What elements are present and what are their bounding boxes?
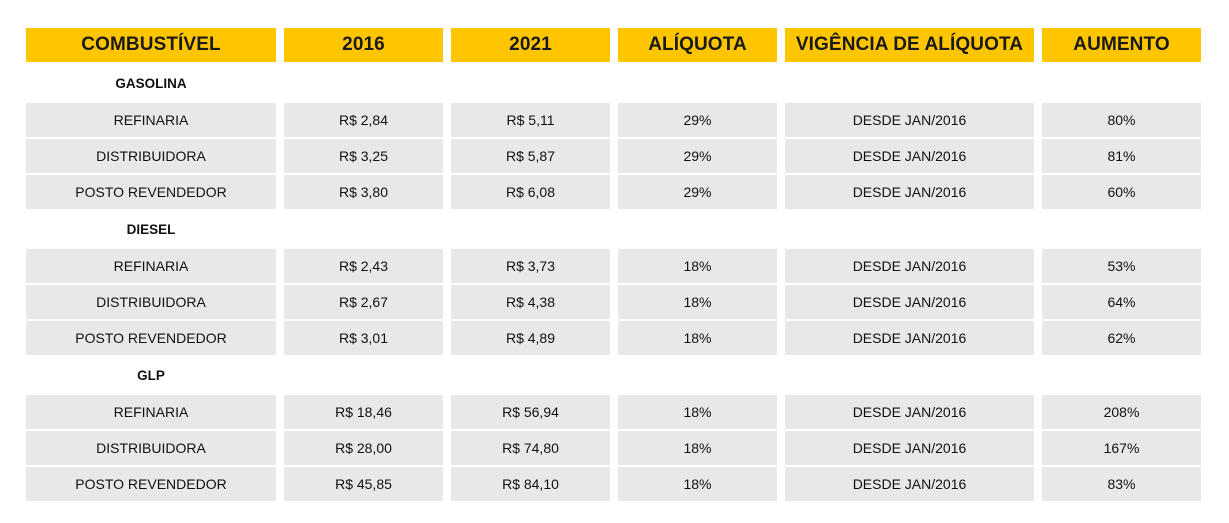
table-row — [26, 431, 1202, 465]
cell-vigencia: DESDE JAN/2016 — [785, 395, 1034, 429]
cell-vigencia: DESDE JAN/2016 — [785, 321, 1034, 355]
cell-vigencia: DESDE JAN/2016 — [785, 103, 1034, 137]
cell-2021: R$ 5,11 — [451, 103, 610, 137]
cell-combustivel: DISTRIBUIDORA — [26, 285, 276, 319]
cell-aliquota: 18% — [618, 431, 777, 465]
cell-aliquota: 29% — [618, 175, 777, 209]
cell-vigencia: DESDE JAN/2016 — [785, 467, 1034, 501]
table-row — [26, 103, 1202, 137]
cell-2021: R$ 5,87 — [451, 139, 610, 173]
cell-vigencia: DESDE JAN/2016 — [785, 139, 1034, 173]
cell-2021: R$ 74,80 — [451, 431, 610, 465]
cell-2021: R$ 3,73 — [451, 249, 610, 283]
cell-aumento: 167% — [1042, 431, 1201, 465]
cell-combustivel: REFINARIA — [26, 103, 276, 137]
table-header-row — [26, 28, 1202, 62]
table-row — [26, 249, 1202, 283]
cell-2021: R$ 4,89 — [451, 321, 610, 355]
cell-combustivel: REFINARIA — [26, 395, 276, 429]
cell-combustivel: POSTO REVENDEDOR — [26, 175, 276, 209]
cell-aumento: 80% — [1042, 103, 1201, 137]
table-row — [26, 139, 1202, 173]
cell-aliquota: 29% — [618, 103, 777, 137]
header-aliquota: ALÍQUOTA — [618, 28, 777, 62]
cell-vigencia: DESDE JAN/2016 — [785, 249, 1034, 283]
cell-aumento: 62% — [1042, 321, 1201, 355]
cell-aliquota: 29% — [618, 139, 777, 173]
table-row — [26, 321, 1202, 355]
header-combustivel: COMBUSTÍVEL — [26, 28, 276, 62]
header-aumento: AUMENTO — [1042, 28, 1201, 62]
group-label: DIESEL — [126, 221, 176, 237]
cell-aliquota: 18% — [618, 395, 777, 429]
table-row — [26, 395, 1202, 429]
cell-2016: R$ 3,80 — [284, 175, 443, 209]
cell-2016: R$ 3,01 — [284, 321, 443, 355]
group-glp — [26, 359, 1202, 391]
cell-2021: R$ 56,94 — [451, 395, 610, 429]
fuel-price-table — [26, 28, 1202, 501]
cell-2016: R$ 2,67 — [284, 285, 443, 319]
cell-aumento: 81% — [1042, 139, 1201, 173]
header-2016: 2016 — [284, 28, 443, 62]
cell-2016: R$ 2,43 — [284, 249, 443, 283]
cell-aumento: 53% — [1042, 249, 1201, 283]
cell-aumento: 83% — [1042, 467, 1201, 501]
cell-aumento: 64% — [1042, 285, 1201, 319]
cell-2021: R$ 4,38 — [451, 285, 610, 319]
cell-2016: R$ 18,46 — [284, 395, 443, 429]
cell-aliquota: 18% — [618, 285, 777, 319]
header-vigencia-aliquota: VIGÊNCIA DE ALÍQUOTA — [785, 28, 1034, 62]
cell-vigencia: DESDE JAN/2016 — [785, 175, 1034, 209]
cell-2016: R$ 2,84 — [284, 103, 443, 137]
group-diesel — [26, 213, 1202, 245]
cell-2021: R$ 6,08 — [451, 175, 610, 209]
cell-aumento: 60% — [1042, 175, 1201, 209]
cell-aliquota: 18% — [618, 321, 777, 355]
cell-combustivel: POSTO REVENDEDOR — [26, 321, 276, 355]
cell-combustivel: DISTRIBUIDORA — [26, 139, 276, 173]
cell-combustivel: DISTRIBUIDORA — [26, 431, 276, 465]
cell-vigencia: DESDE JAN/2016 — [785, 431, 1034, 465]
header-2021: 2021 — [451, 28, 610, 62]
cell-2016: R$ 28,00 — [284, 431, 443, 465]
cell-2021: R$ 84,10 — [451, 467, 610, 501]
group-label: GASOLINA — [115, 75, 187, 91]
cell-2016: R$ 45,85 — [284, 467, 443, 501]
table-row — [26, 285, 1202, 319]
cell-vigencia: DESDE JAN/2016 — [785, 285, 1034, 319]
table-row — [26, 175, 1202, 209]
cell-aumento: 208% — [1042, 395, 1201, 429]
group-gasolina — [26, 67, 1202, 99]
group-label: GLP — [137, 367, 165, 383]
cell-2016: R$ 3,25 — [284, 139, 443, 173]
table-row — [26, 467, 1202, 501]
cell-combustivel: REFINARIA — [26, 249, 276, 283]
cell-combustivel: POSTO REVENDEDOR — [26, 467, 276, 501]
cell-aliquota: 18% — [618, 249, 777, 283]
cell-aliquota: 18% — [618, 467, 777, 501]
